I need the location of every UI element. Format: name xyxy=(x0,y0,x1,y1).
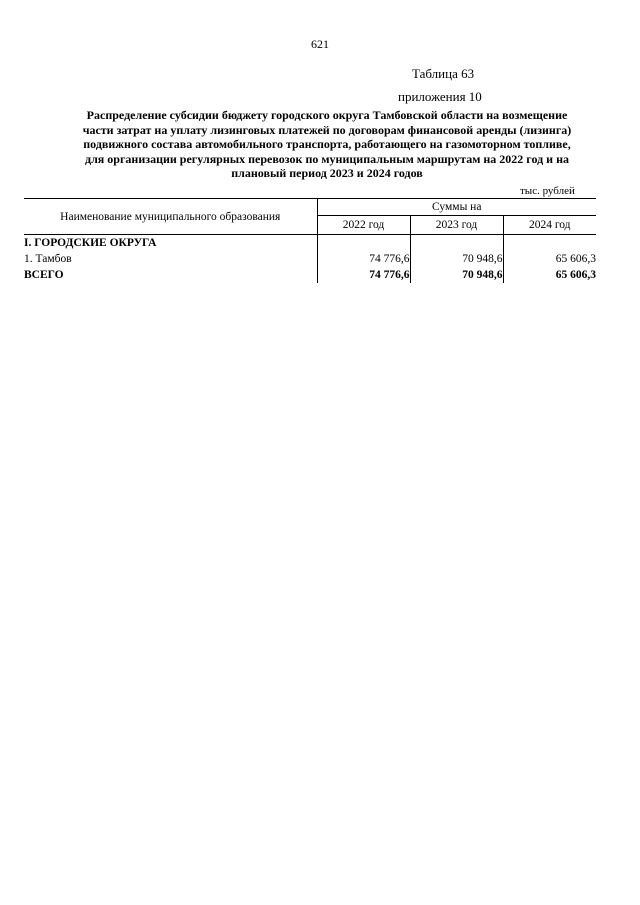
title-line: плановый период 2023 и 2024 годов xyxy=(231,166,423,180)
appendix-reference: приложения 10 xyxy=(398,89,482,104)
total-value-2024: 65 606,3 xyxy=(555,269,596,281)
row-value-2022: 74 776,6 xyxy=(317,251,410,267)
total-row xyxy=(24,267,596,283)
table-reference: Таблица 63 xyxy=(412,66,475,81)
header-name: Наименование муниципального образования xyxy=(24,199,317,235)
title-line: подвижного состава автомобильного транспорта, работающего на газомоторном топливе, xyxy=(83,137,571,151)
subsidy-table xyxy=(24,198,596,283)
header-year-2022: 2022 год xyxy=(317,216,410,235)
section-row xyxy=(24,235,596,252)
table-row xyxy=(24,251,596,267)
total-value-2023: 70 948,6 xyxy=(410,267,503,283)
header-year-2024: 2024 год xyxy=(503,216,596,235)
title-line: части затрат на уплату лизинговых платежей по договорам финансовой аренды (лизинга) xyxy=(82,122,572,137)
document-title xyxy=(40,108,614,181)
row-value-2023: 70 948,6 xyxy=(410,251,503,267)
header-amounts: Суммы на xyxy=(317,199,596,216)
header-year-2023: 2023 год xyxy=(410,216,503,235)
title-line: для организации регулярных перевозок по муниципальным маршрутам на 2022 год и на xyxy=(85,151,569,166)
total-label: ВСЕГО xyxy=(24,267,317,283)
total-value-2022: 74 776,6 xyxy=(317,267,410,283)
title-line: Распределение субсидии бюджету городского округа Тамбовской области на возмещение xyxy=(86,108,568,122)
units-label: тыс. рублей xyxy=(520,185,575,197)
page-number: 621 xyxy=(311,37,329,51)
row-name: 1. Тамбов xyxy=(24,251,317,267)
row-value-2024: 65 606,3 xyxy=(555,253,596,265)
section-title: I. ГОРОДСКИЕ ОКРУГА xyxy=(24,235,317,252)
